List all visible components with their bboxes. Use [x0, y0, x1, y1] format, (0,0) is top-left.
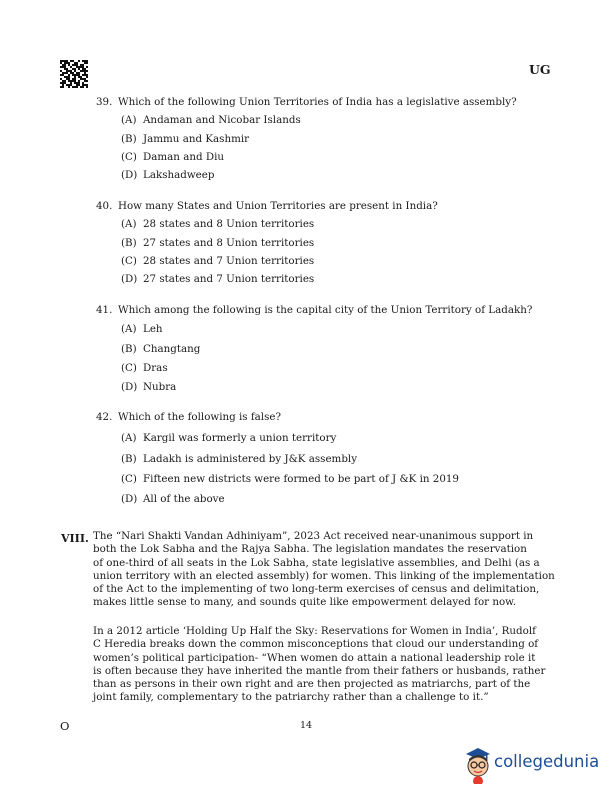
option: [121, 323, 163, 335]
option-label: (A): [121, 218, 137, 230]
option: [121, 169, 214, 181]
option-text: 28 states and 7 Union territories: [143, 255, 315, 267]
passage-paragraph-2: [93, 625, 546, 705]
paragraph-line: both the Lok Sabha and the Rajya Sabha. The legislation mandates the reservation: [93, 543, 527, 556]
paragraph-line: In a 2012 article ‘Holding Up Half the Sky: Reservations for Women in India’, Rudolf: [93, 625, 536, 637]
booklet-code: O: [60, 719, 70, 733]
paragraph-line: joint family, complementary to the patriarchy rather than a challenge to it.”: [93, 691, 489, 704]
option-text: Dras: [143, 362, 168, 374]
option: [121, 362, 168, 374]
paragraph-line: of the Act to the implementing of two long-term exercises of census and delimitation,: [93, 583, 540, 596]
option-text: Jammu and Kashmir: [143, 133, 250, 145]
paragraph-line: of one-third of all seats in the Lok Sabha, state legislative assemblies, and Delhi (as a: [93, 556, 540, 569]
option-label: (B): [121, 343, 137, 355]
option-text: Leh: [143, 323, 163, 335]
option: [121, 151, 224, 163]
question-number: 42.: [96, 411, 113, 423]
option: [121, 432, 336, 444]
option-label: (C): [121, 255, 137, 267]
option: [121, 273, 314, 285]
option-text: Lakshadweep: [143, 169, 215, 181]
option-label: (C): [121, 362, 137, 374]
option-text: Andaman and Nicobar Islands: [143, 114, 301, 126]
page-number: 14: [300, 720, 313, 731]
option: [121, 255, 314, 267]
question-39: [96, 96, 517, 108]
paragraph-line: C Heredia breaks down the common misconceptions that cloud our understanding of: [93, 638, 539, 651]
option-label: (A): [121, 323, 137, 335]
paragraph-line: union territory with an elected assembly) for women. This linking of the implementation: [93, 569, 555, 582]
paragraph-line: makes little sense to many, and sounds quite like empowerment delayed for now.: [93, 596, 517, 609]
option-text: All of the above: [143, 493, 225, 505]
option-label: (D): [121, 493, 138, 505]
question-number: 41.: [96, 304, 113, 316]
option-label: (B): [121, 133, 137, 145]
collegedunia-wordmark[interactable]: collegedunia: [494, 752, 600, 771]
option-text: 28 states and 8 Union territories: [143, 218, 315, 230]
option-label: (B): [121, 237, 137, 249]
option-label: (C): [121, 473, 137, 485]
option-label: (C): [121, 151, 137, 163]
option: [121, 133, 249, 145]
option: [121, 453, 357, 465]
option-label: (D): [121, 381, 138, 393]
paragraph-line: women’s political participation- “When women do attain a national leadership role it: [93, 651, 536, 664]
question-40: [96, 200, 438, 212]
question-number: 40.: [96, 200, 113, 212]
option: [121, 114, 301, 126]
option-text: Changtang: [143, 343, 201, 355]
option: [121, 237, 314, 249]
question-number: 39.: [96, 96, 113, 108]
section-number: VIII.: [61, 532, 89, 545]
option-label: (B): [121, 453, 137, 465]
question-text: Which among the following is the capital city of the Union Territory of Ladakh?: [118, 304, 533, 316]
collegedunia-mascot-icon: [462, 744, 492, 784]
paragraph-line: The “Nari Shakti Vandan Adhiniyam”, 2023 Act received near-unanimous support in: [93, 530, 534, 542]
option: [121, 493, 225, 505]
option-text: Fifteen new districts were formed to be part of J &K in 2019: [143, 473, 459, 485]
option: [121, 473, 459, 485]
option: [121, 218, 314, 230]
paper-code: UG: [529, 62, 551, 77]
paragraph-line: is often because they have inherited the mantle from their fathers or husbands, rather: [93, 664, 546, 677]
option-label: (D): [121, 169, 138, 181]
option-text: Daman and Diu: [143, 151, 225, 163]
option-label: (A): [121, 114, 137, 126]
option-label: (A): [121, 432, 137, 444]
paragraph-line: than as persons in their own right and are then projected as matriarchs, part of the: [93, 678, 531, 691]
option-text: 27 states and 8 Union territories: [143, 237, 315, 249]
option: [121, 381, 176, 393]
option-label: (D): [121, 273, 138, 285]
option-text: Kargil was formerly a union territory: [143, 432, 337, 444]
option-text: 27 states and 7 Union territories: [143, 273, 315, 285]
option: [121, 343, 200, 355]
passage-paragraph-1: [93, 530, 555, 610]
option-text: Ladakh is administered by J&K assembly: [143, 453, 358, 465]
option-text: Nubra: [143, 381, 177, 393]
question-text: How many States and Union Territories are present in India?: [118, 200, 438, 212]
qr-code-icon: [60, 60, 88, 88]
question-text: Which of the following Union Territories of India has a legislative assembly?: [118, 96, 517, 108]
question-42: [96, 411, 281, 423]
question-41: [96, 304, 532, 316]
question-text: Which of the following is false?: [118, 411, 281, 423]
